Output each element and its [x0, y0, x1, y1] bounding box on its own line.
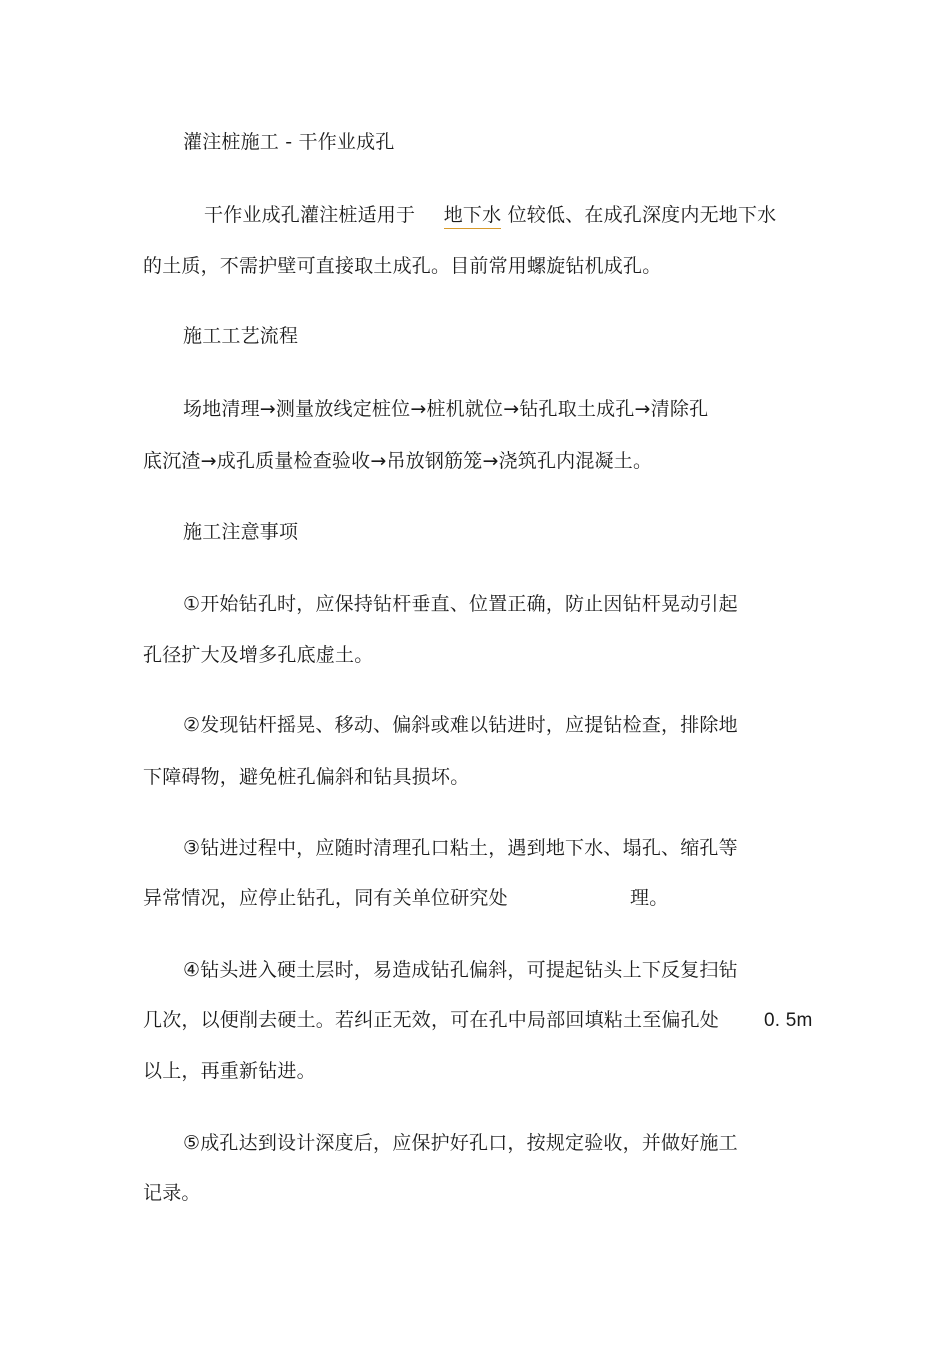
note-2-line-1: ②发现钻杆摇晃、移动、偏斜或难以钻进时，应提钻检查，排除地 — [183, 714, 738, 736]
note-2-line-2: 下障碍物，避免桩孔偏斜和钻具损坏。 — [143, 766, 470, 788]
flow-heading: 施工工艺流程 — [183, 325, 299, 347]
intro-text-a: 干作业成孔灌注桩适用于 — [204, 204, 416, 226]
note-5-line-2: 记录。 — [143, 1182, 201, 1204]
flow-line-1: 场地清理→测量放线定桩位→桩机就位→钻孔取土成孔→清除孔 — [183, 398, 709, 420]
flow-line-2: 底沉渣→成孔质量检查验收→吊放钢筋笼→浇筑孔内混凝土。 — [143, 450, 653, 472]
note-4-line-2a: 几次，以便削去硬土。若纠正无效，可在孔中局部回填粘土至偏孔处 — [143, 1009, 720, 1031]
intro-text-b: 位较低、在成孔深度内无地下水 — [507, 204, 777, 226]
note-4-line-3: 以上，再重新钻进。 — [143, 1060, 316, 1082]
note-5-line-1: ⑤成孔达到设计深度后，应保护好孔口，按规定验收，并做好施工 — [183, 1132, 738, 1154]
intro-line-1 — [204, 203, 776, 227]
groundwater-link[interactable]: 地下水 — [444, 204, 502, 229]
note-3-line-1: ③钻进过程中，应随时清理孔口粘土，遇到地下水、塌孔、缩孔等 — [183, 837, 738, 859]
note-3-line-2b: 理。 — [630, 887, 669, 909]
note-1-line-1: ①开始钻孔时，应保持钻杆垂直、位置正确，防止因钻杆晃动引起 — [183, 593, 738, 615]
note-1-line-2: 孔径扩大及增多孔底虚土。 — [143, 644, 374, 666]
page-title: 灌注桩施工 - 干作业成孔 — [183, 131, 395, 153]
note-4-measurement: 0. 5m — [764, 1010, 813, 1031]
note-4-line-1: ④钻头进入硬土层时，易造成钻孔偏斜，可提起钻头上下反复扫钻 — [183, 959, 738, 981]
notes-heading: 施工注意事项 — [183, 521, 299, 543]
note-3-line-2a: 异常情况，应停止钻孔，同有关单位研究处 — [143, 887, 508, 909]
intro-line-2: 的土质，不需护壁可直接取土成孔。目前常用螺旋钻机成孔。 — [143, 255, 662, 277]
